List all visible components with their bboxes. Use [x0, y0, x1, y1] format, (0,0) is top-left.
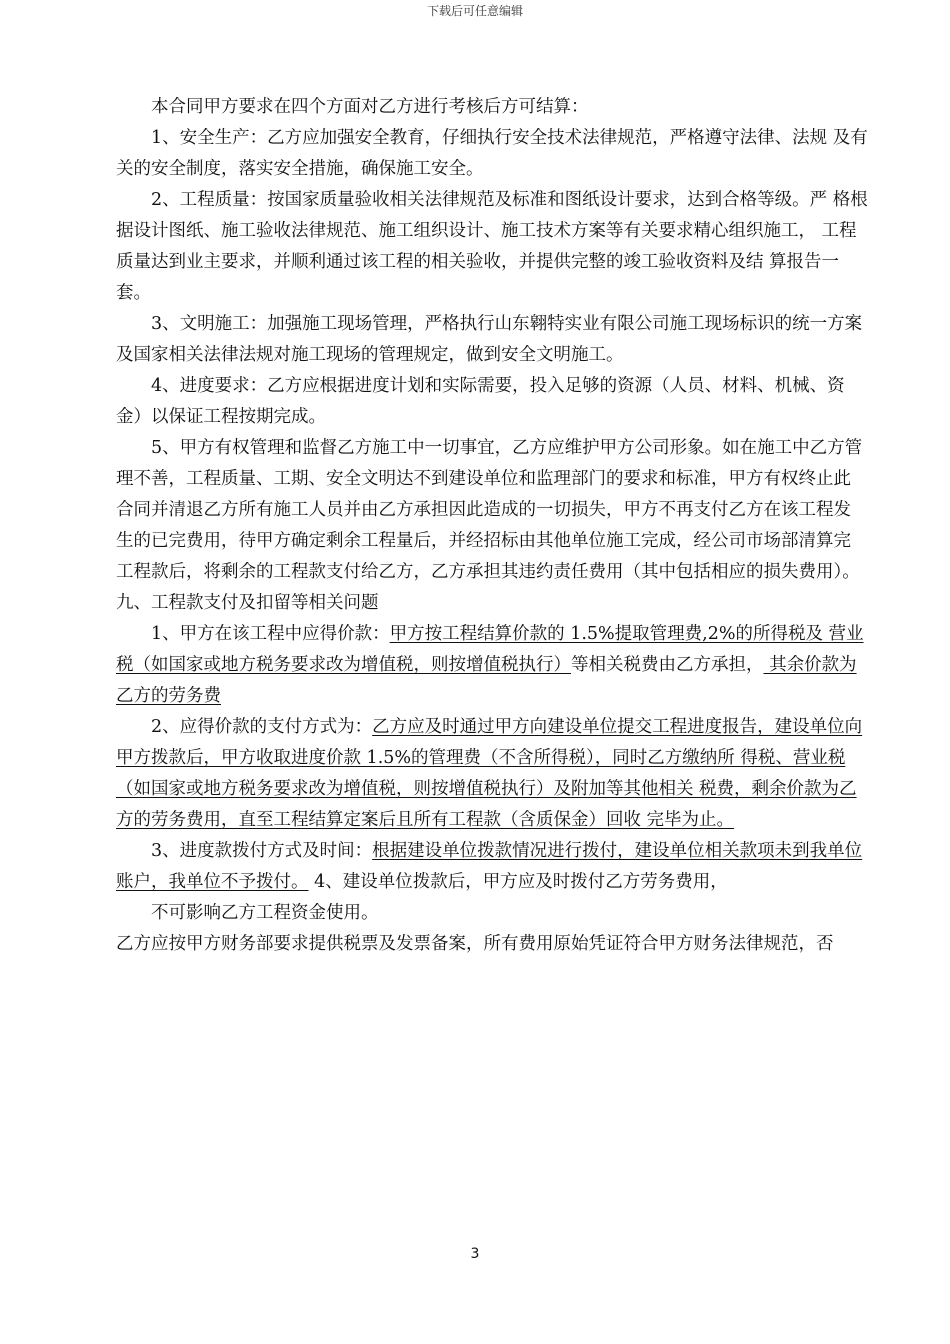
intro-paragraph: 本合同甲方要求在四个方面对乙方进行考核后方可结算： — [151, 97, 589, 117]
payment-1-underlined: 甲方按工程结算价款的 1.5%提取管理费,2%的所得税及 营业税（如国家或地方税务要求改为增值税，则按增值税执行） — [116, 624, 864, 675]
final-paragraph: 乙方应按甲方财务部要求提供税票及发票备案，所有费用原始凭证符合甲方财务法律规范，否 — [116, 934, 834, 954]
section-title: 九、工程款支付及扣留等相关问题 — [116, 593, 379, 613]
payment-clause-1 — [116, 619, 868, 712]
payment-3-underlined: 根据建设单位拨款情况进行拨付，建设单位相关款项未到我单位账户，我单位不予拨付。 — [116, 841, 863, 892]
payment-1-underlined-2: 其余价款为乙方的劳务费 — [116, 655, 857, 706]
clause-quality: 2、工程质量：按国家质量验收相关法律规范及标准和图纸设计要求，达到合格等级。严 格根据设计图纸、施工验收法律规范、施工组织设计、施工技术方案等有关要求精心组织施工， 工程质量达到业主要求，并顺利通过该工程的相关验收，并提供完整的竣工验收资料及结 算报告一套。 — [116, 190, 868, 303]
document-body — [116, 92, 868, 960]
clause-safety: 1、安全生产：乙方应加强安全教育，仔细执行安全技术法律规范，严格遵守法律、法规 及有关的安全制度，落实安全措施，确保施工安全。 — [116, 128, 868, 179]
clause-civilized-construction: 3、文明施工：加强施工现场管理，严格执行山东翱特实业有限公司施工现场标识的统一方案及国家相关法律法规对施工现场的管理规定，做到安全文明施工。 — [116, 314, 863, 365]
payment-1-lead: 1、甲方在该工程中应得价款： — [151, 624, 390, 644]
payment-3-tail: 4、建设单位拨款后，甲方应及时拨付乙方劳务费用， — [308, 872, 728, 892]
page-number: 3 — [470, 1246, 480, 1262]
clause-supervision: 5、甲方有权管理和监督乙方施工中一切事宜，乙方应维护甲方公司形象。如在施工中乙方管理不善，工程质量、工期、安全文明达不到建设单位和监理部门的要求和标准，甲方有权终止此合同并清退乙方所有施工人员并由乙方承担因此造成的一切损失，甲方不再支付乙方在该工程发生的已完费用，待甲方确定剩余工程量后，并经招标由其他单位施工完成，经公司市场部清算完工程款后，将剩余的工程款支付给乙方，乙方承担其违约责任费用（其中包括相应的损失费用）。 — [116, 438, 863, 582]
payment-clause-3 — [116, 836, 868, 898]
payment-2-lead: 2、应得价款的支付方式为： — [151, 717, 373, 737]
clause-schedule: 4、进度要求：乙方应根据进度计划和实际需要，投入足够的资源（人员、材料、机械、资金）以保证工程按期完成。 — [116, 376, 845, 427]
page-header: 下载后可任意编辑 — [426, 4, 523, 18]
payment-clause-3-continued: 不可影响乙方工程资金使用。 — [151, 903, 379, 923]
payment-1-mid: 等相关税费由乙方承担， — [571, 655, 764, 675]
payment-clause-2 — [116, 712, 868, 836]
payment-3-lead: 3、进度款拨付方式及时间： — [151, 841, 373, 861]
payment-2-underlined: 乙方应及时通过甲方向建设单位提交工程进度报告，建设单位向甲方拨款后，甲方收取进度价款 1.5%的管理费（不含所得税），同时乙方缴纳所 得税、营业税（如国家或地方税务要求改为增值税，则按增值税执行）及附加等其他相关 税费，剩余价款为乙方的劳务费用，直至工程结算定案后且所有工程款（含质保金）回收 完毕为止。 — [116, 717, 863, 830]
